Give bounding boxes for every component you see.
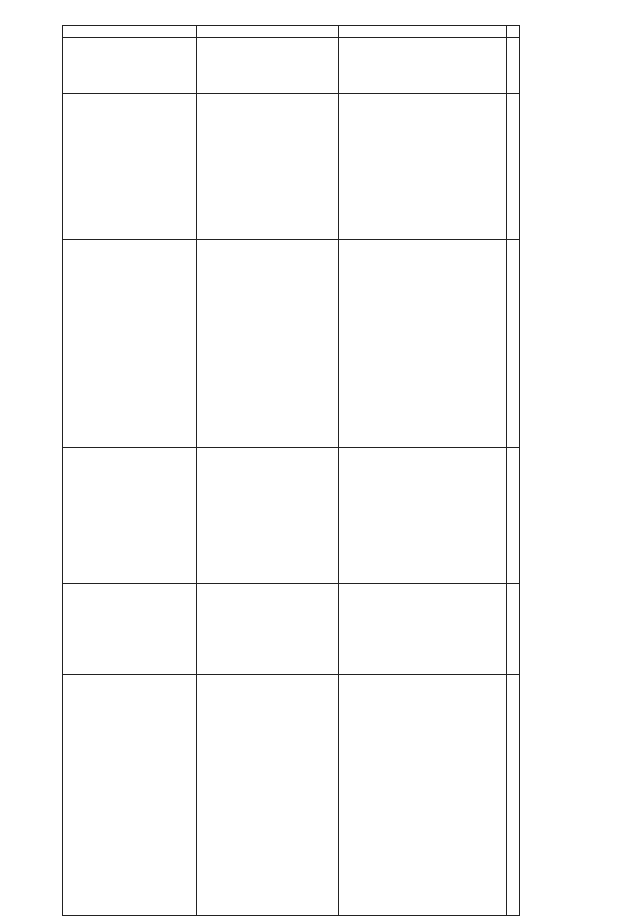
row-number-cell xyxy=(197,26,339,38)
event-kind-cell xyxy=(197,38,339,94)
header-cell-6 xyxy=(507,584,520,675)
header-cell-2 xyxy=(507,38,520,94)
executor-cell xyxy=(339,675,507,916)
plan-table xyxy=(62,25,520,916)
indicator-cell xyxy=(197,240,339,448)
indicator-cell xyxy=(339,240,507,448)
deadline-cell xyxy=(63,584,197,675)
table-header-row xyxy=(507,26,520,916)
event-kind-cell xyxy=(63,38,197,94)
measure-cell xyxy=(197,94,339,240)
table-row xyxy=(63,26,197,916)
header-cell-7 xyxy=(507,675,520,916)
header-cell-5 xyxy=(507,448,520,584)
row-number-cell xyxy=(63,26,197,38)
responsible-cell xyxy=(63,448,197,584)
indicator-cell xyxy=(63,240,197,448)
deadline-cell xyxy=(339,584,507,675)
rotated-table-wrapper xyxy=(62,25,520,915)
table-row xyxy=(197,26,339,916)
header-cell-4 xyxy=(507,240,520,448)
responsible-cell xyxy=(339,448,507,584)
responsible-cell xyxy=(197,448,339,584)
executor-cell xyxy=(197,675,339,916)
executor-cell xyxy=(63,675,197,916)
header-cell-1 xyxy=(507,26,520,38)
event-kind-cell xyxy=(339,38,507,94)
header-cell-3 xyxy=(507,94,520,240)
row-number-cell xyxy=(339,26,507,38)
measure-cell xyxy=(63,94,197,240)
table-row xyxy=(339,26,507,916)
page-number xyxy=(29,446,43,470)
measure-cell xyxy=(339,94,507,240)
deadline-cell xyxy=(197,584,339,675)
